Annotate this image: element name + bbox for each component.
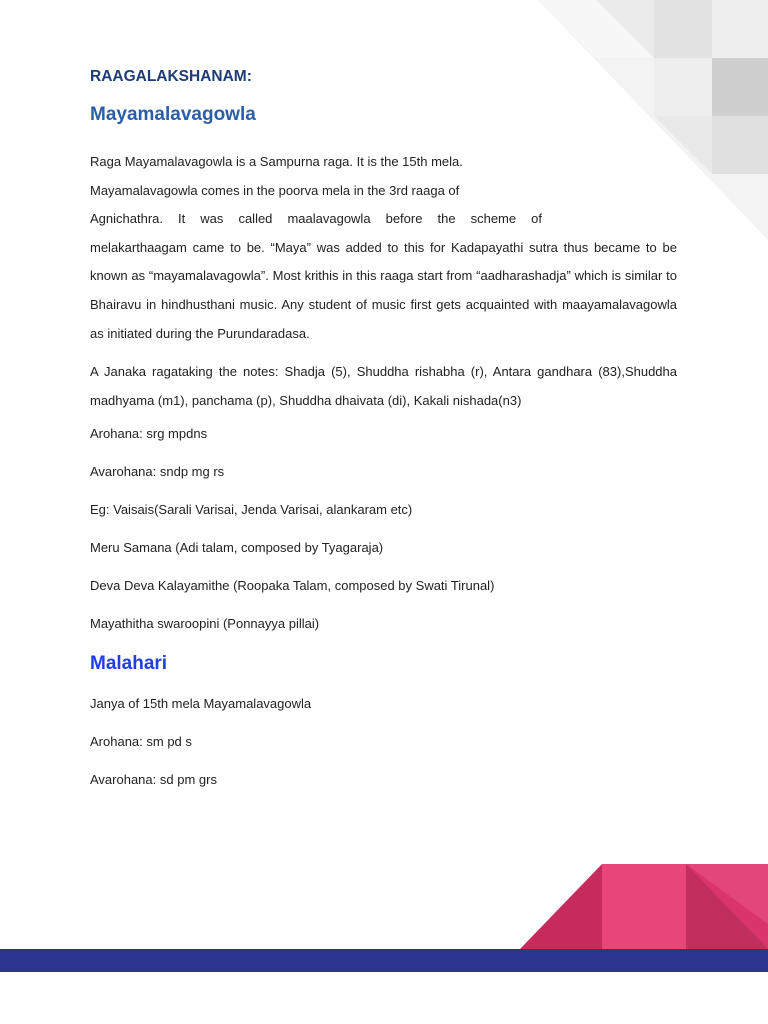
notes-paragraph: A Janaka ragataking the notes: Shadja (5), Shuddha rishabha (r), Antara gandhara (83),Shuddha madhyama (m1), panchama (p), Shuddha dhaivata (di), Kakali nishada(n3) — [90, 364, 677, 408]
footer-bar — [0, 949, 768, 972]
avarohana-text: Avarohana: sd pm grs — [90, 772, 217, 788]
janya-text: Janya of 15th mela Mayamalavagowla — [90, 696, 312, 712]
avarohana-text: Avarohana: sndp mg rs — [90, 464, 225, 480]
decorative-footer — [0, 864, 768, 1024]
section-heading-mayamalavagowla: Mayamalavagowla — [90, 104, 256, 125]
composition-item: Meru Samana (Adi talam, composed by Tyagaraja) — [90, 540, 384, 556]
arohana-text: Arohana: sm pd s — [90, 734, 192, 750]
intro-line: Agnichathra. It was called maalavagowla before the scheme of — [90, 211, 542, 227]
example-text: Eg: Vaisais(Sarali Varisai, Jenda Varisai, alankaram etc) — [90, 502, 413, 518]
composition-item: Mayathitha swaroopini (Ponnayya pillai) — [90, 616, 320, 632]
intro-line: Raga Mayamalavagowla is a Sampurna raga. It is the 15th mela. — [90, 154, 463, 169]
intro-continuation: melakarthaagam came to be. “Maya” was added to this for Kadapayathi sutra thus became to be known as “mayamalavagowla”. Most krithis in this raaga start from “aadharashadja” which is similar to Bhairavu in hindhusthani music. Any student of music first gets acquainted with maayamalavagowla as initiated during the Purundaradasa. — [90, 239, 677, 341]
arohana-text: Arohana: srg mpdns — [90, 426, 208, 442]
intro-line: Mayamalavagowla comes in the poorva mela in the 3rd raaga of — [90, 182, 460, 198]
document-title: RAAGALAKSHANAM: — [90, 68, 252, 85]
intro-paragraph — [90, 148, 677, 348]
document-body — [90, 68, 677, 809]
composition-item: Deva Deva Kalayamithe (Roopaka Talam, composed by Swati Tirunal) — [90, 578, 495, 594]
section-heading-malahari: Malahari — [90, 653, 168, 675]
